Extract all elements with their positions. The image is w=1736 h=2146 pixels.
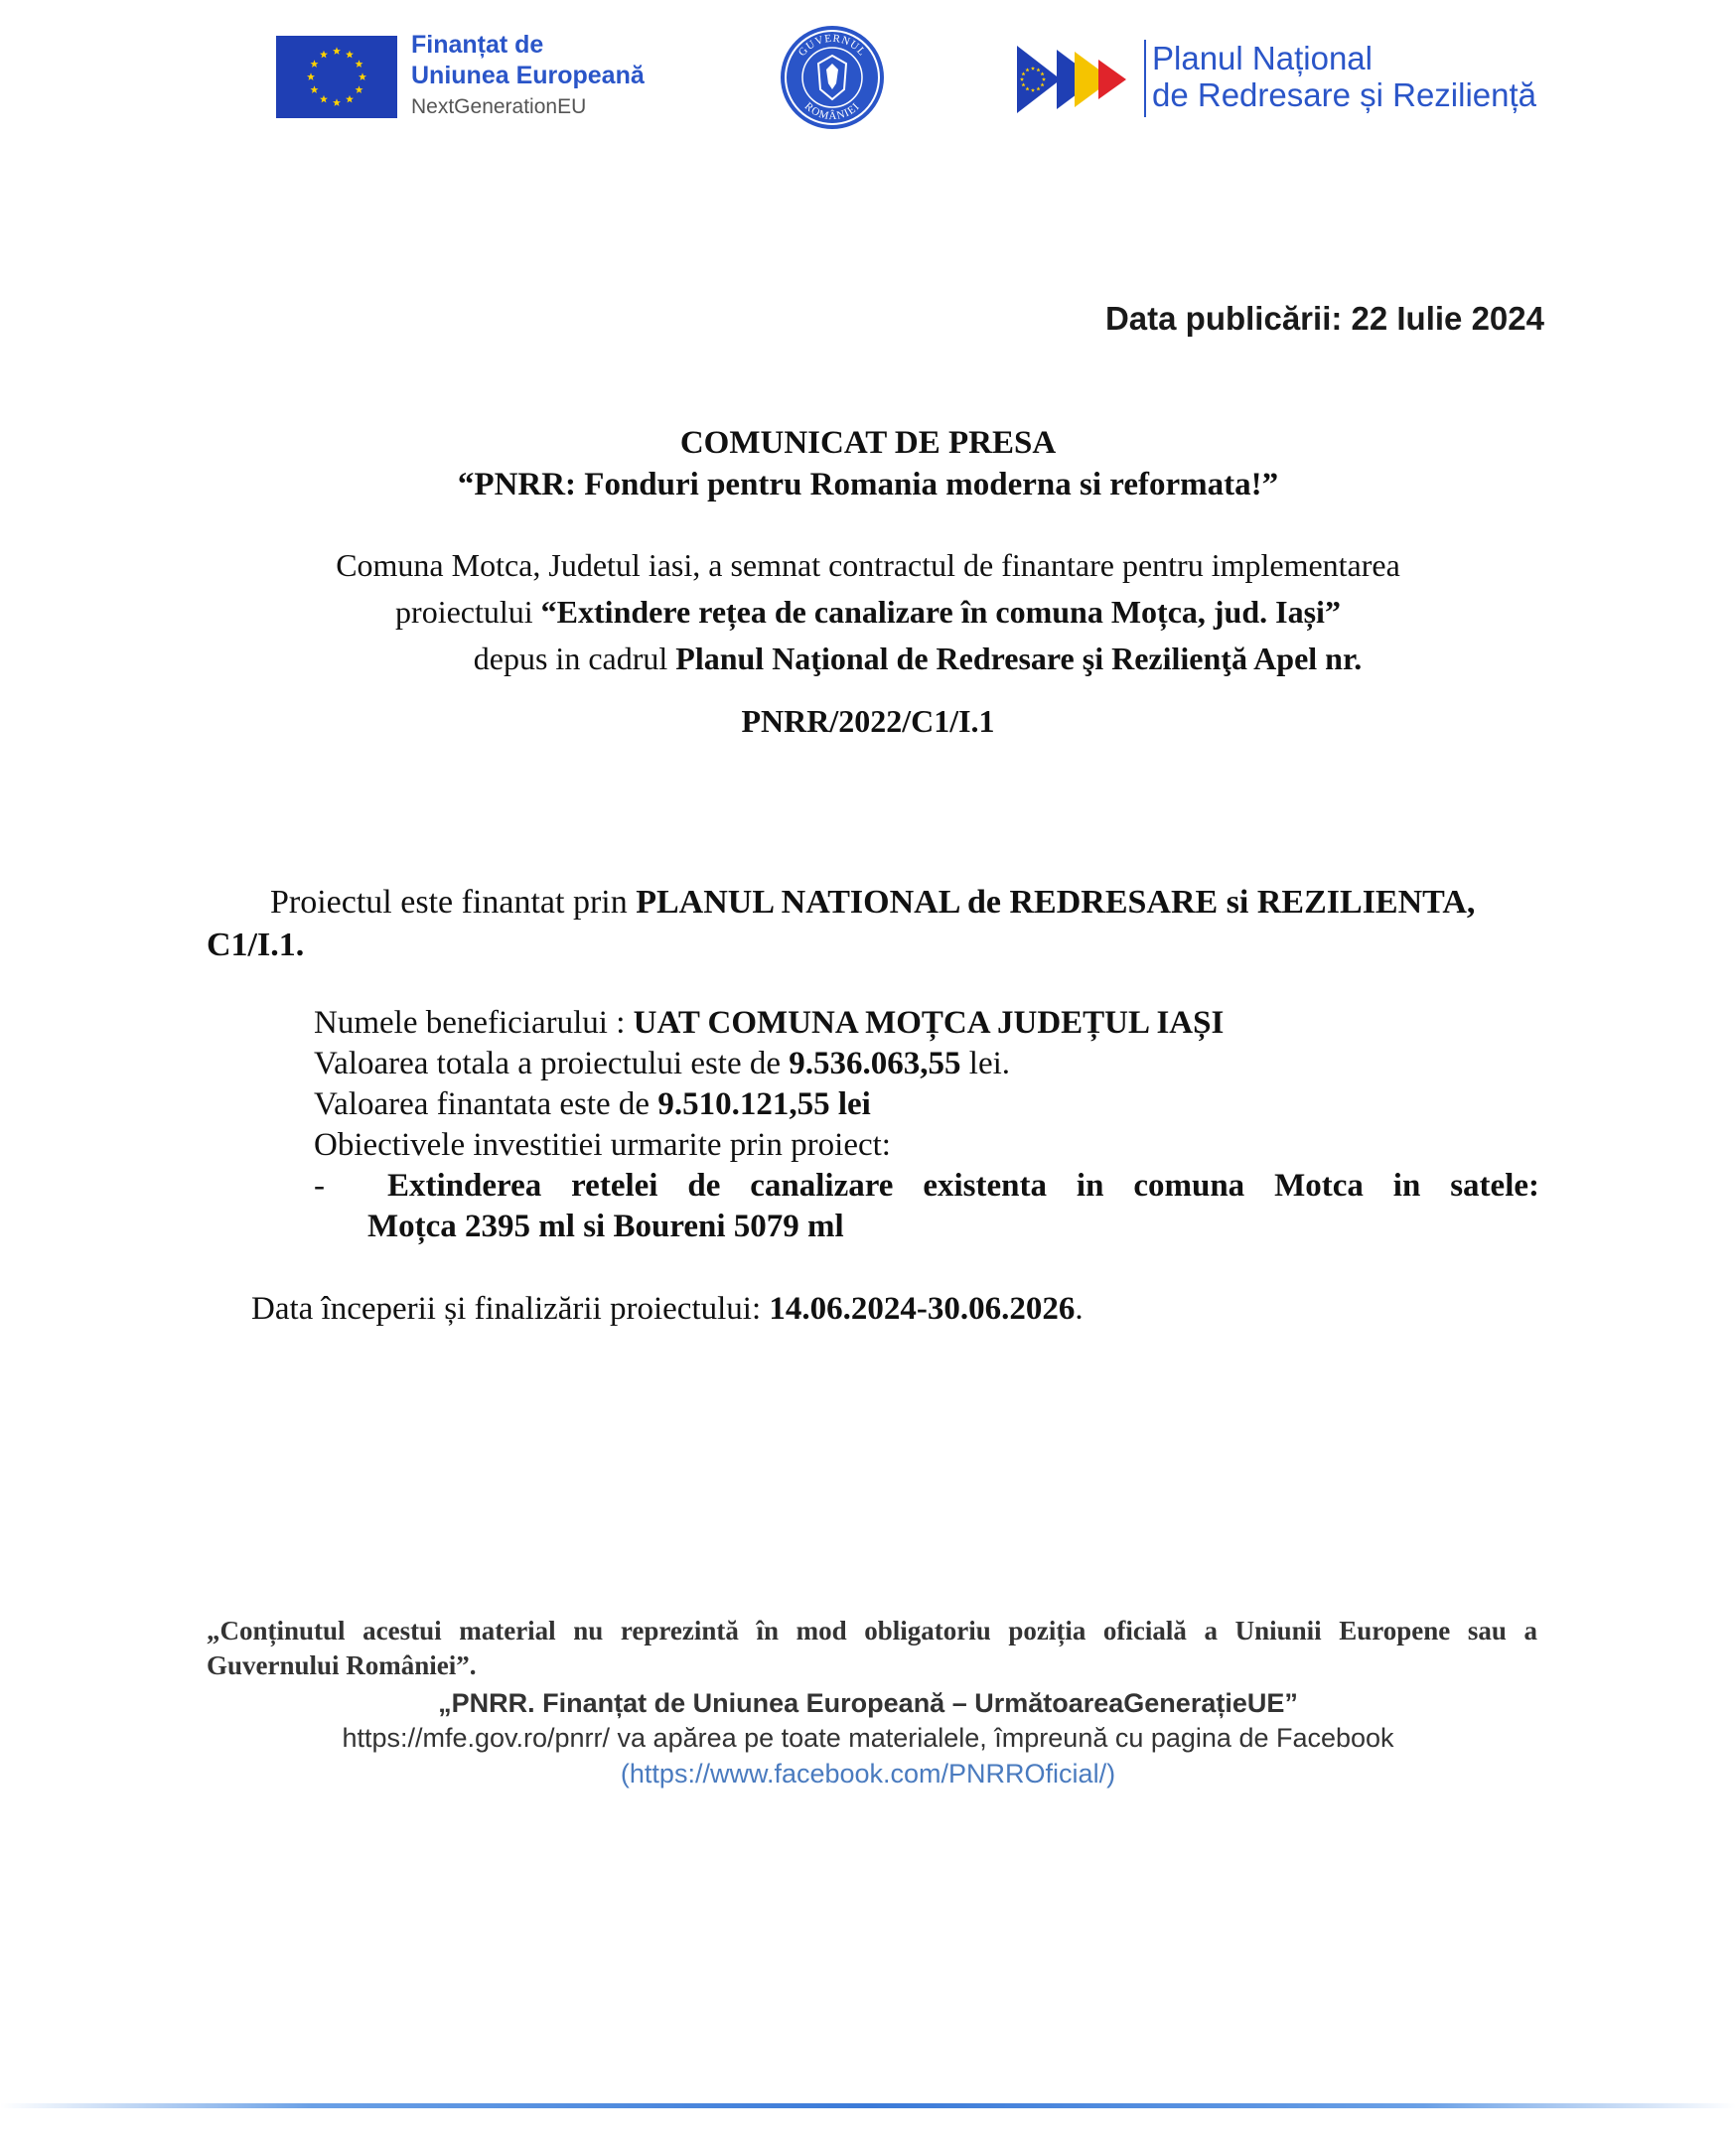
eu-line2: Uniunea Europeană (411, 62, 645, 89)
pnrr-arrows-logo (1017, 40, 1146, 119)
eu-line1: Finanțat de (411, 31, 544, 59)
svg-text:ROMÂNIEI: ROMÂNIEI (801, 100, 863, 123)
total-value: 9.536.063,55 (789, 1046, 961, 1081)
beneficiary-row (314, 1005, 1224, 1042)
document-title: COMUNICAT DE PRESA (679, 425, 1057, 461)
footer-url-line: https://mfe.gov.ro/pnrr/ va apărea pe toate materialele, împreună cu pagina de Facebook (342, 1723, 1394, 1753)
funded-label: Valoarea finantata este de (314, 1086, 658, 1122)
intro-line-1: Comuna Motca, Judetul iasi, a semnat contractul de finantare pentru implementarea (336, 547, 1400, 583)
total-label: Valoarea totala a proiectului este de (314, 1046, 790, 1081)
government-seal-logo (779, 24, 886, 131)
project-dates (251, 1291, 1084, 1328)
svg-text:GUVERNUL: GUVERNUL (796, 32, 869, 60)
financing-program: PLANUL NATIONAL de REDRESARE si REZILIENTA, (636, 884, 1476, 921)
pnrr-line2: de Redresare și Reziliență (1152, 76, 1537, 113)
disclaimer-line-1: „Conținutul acestui material nu reprezintă în mod obligatoriu poziția oficială a Uniunii Europene sau a (207, 1616, 1537, 1645)
beneficiary-label: Numele beneficiarului : (314, 1005, 634, 1041)
financing-line-2: C1/I.1. (207, 927, 305, 963)
pnrr-arrows-icon (1017, 40, 1146, 119)
government-seal-icon (779, 24, 886, 131)
intro-line-3 (0, 641, 1736, 677)
call-number: PNRR/2022/C1/I.1 (741, 703, 995, 739)
bottom-divider (0, 2103, 1736, 2108)
dates-label: Data începerii și finalizării proiectului: (251, 1291, 770, 1327)
eu-stars-icon (276, 36, 397, 118)
intro-line-2 (0, 594, 1736, 631)
pnrr-separator (1144, 40, 1146, 117)
intro-line-3-prefix: depus in cadrul (473, 641, 676, 676)
pnrr-line1: Planul Național (1152, 40, 1373, 76)
footer-slogan: „PNRR. Finanțat de Uniunea Europeană – UrmătoareaGenerațieUE” (438, 1688, 1298, 1718)
project-name: “Extindere rețea de canalizare în comuna Moțca, jud. Iași” (540, 594, 1341, 630)
objective-line-1: Extinderea retelei de canalizare existenta in comuna Motca in satele: (387, 1168, 1539, 1204)
program-name: Planul Naţional de Redresare şi Rezilienţă Apel nr. (675, 641, 1363, 676)
intro-line-2-prefix: proiectului (395, 594, 541, 630)
publication-date: Data publicării: 22 Iulie 2024 (1104, 300, 1544, 337)
total-suffix: lei. (960, 1046, 1011, 1081)
eu-funding-label (411, 30, 645, 122)
document-subtitle: “PNRR: Fonduri pentru Romania moderna si reformata!” (457, 467, 1279, 502)
dates-value: 14.06.2024-30.06.2026 (769, 1291, 1076, 1327)
objectives-label: Obiectivele investitiei urmarite prin proiect: (314, 1127, 891, 1163)
funded-value-row (314, 1086, 871, 1123)
total-value-row (314, 1046, 1010, 1082)
eu-line3: NextGenerationEU (411, 95, 587, 118)
eu-flag-logo (276, 36, 397, 118)
facebook-link[interactable]: (https://www.facebook.com/PNRROficial/) (620, 1759, 1116, 1788)
funded-value: 9.510.121,55 lei (657, 1086, 871, 1122)
dates-suffix: . (1075, 1291, 1084, 1327)
financing-line-1 (270, 884, 1475, 922)
beneficiary-value: UAT COMUNA MOȚCA JUDEȚUL IAȘI (633, 1005, 1225, 1041)
objective-bullet: - (314, 1168, 325, 1204)
financing-prefix: Proiectul este finantat prin (270, 884, 637, 921)
pnrr-label (1152, 40, 1536, 113)
disclaimer-line-2: Guvernului României”. (207, 1650, 477, 1680)
objective-line-2: Moțca 2395 ml si Boureni 5079 ml (367, 1209, 844, 1244)
